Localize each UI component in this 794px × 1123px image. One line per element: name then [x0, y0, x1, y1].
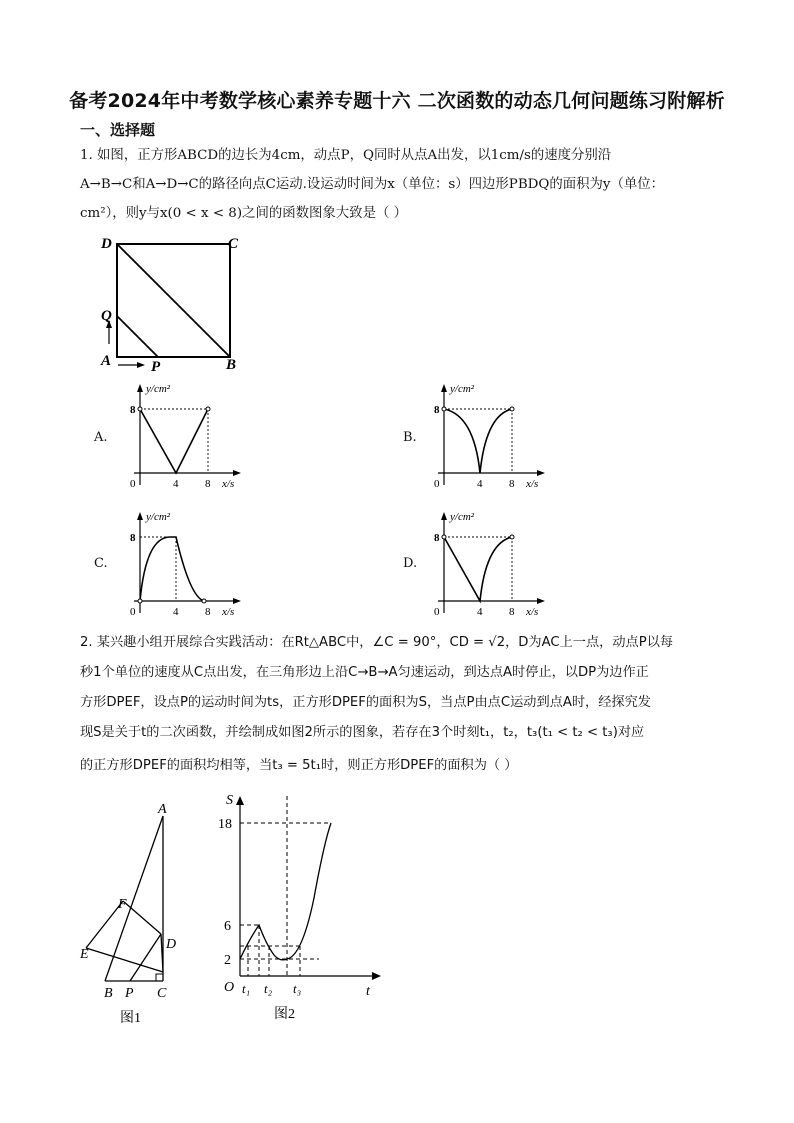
fig1-caption: 图1: [120, 1011, 141, 1026]
tick-label-4: 4: [477, 606, 483, 618]
q2-figure-1: [78, 798, 188, 1030]
q2-line-4: 现S是关于t的二次函数，并绘制成如图2所示的图象，若存在3个时刻t₁，t₂，t₃(t₁ < t₂ < t₃)对应: [80, 725, 645, 740]
y-axis-arrow: [441, 384, 447, 392]
q2-line-3: 方形DPEF，设点P的运动时间为ts，正方形DPEF的面积为S，当点P由点C运动到点A时，经探究发: [80, 695, 651, 710]
x-axis-label: x/s: [222, 606, 235, 618]
open-endpoint-start: [138, 407, 142, 411]
tick-label-8y: 8: [130, 404, 136, 416]
option-b-label: B.: [403, 430, 417, 445]
option-d-label: D.: [403, 556, 418, 571]
tick-label-8: 8: [509, 606, 515, 618]
option-c-label: C.: [94, 556, 108, 571]
label-Q: Q: [101, 308, 112, 324]
open-endpoint-end: [510, 407, 514, 411]
function-curve: [140, 537, 204, 601]
option-d-graph: [422, 506, 552, 624]
label-P: P: [151, 359, 161, 374]
tick-label-4: 4: [173, 478, 179, 490]
option-a-label: A.: [94, 430, 108, 445]
tick-label-8: 8: [509, 478, 515, 490]
origin-label: 0: [434, 606, 440, 618]
q1-line-3: cm²），则y与x(0 < x < 8)之间的函数图象大致是（ ）: [80, 206, 407, 221]
fig1-label-B: B: [104, 986, 113, 1001]
y-axis-label: y/cm²: [146, 383, 171, 395]
function-curve: [140, 409, 208, 473]
origin-label: 0: [130, 606, 136, 618]
open-endpoint-start: [138, 599, 142, 603]
option-c-graph: [118, 506, 248, 624]
x-axis-arrow: [537, 598, 545, 604]
fig1-label-A: A: [158, 802, 167, 817]
fig2-tick-6: 6: [224, 919, 231, 934]
fig1-label-P: P: [125, 986, 134, 1001]
y-axis-label: y/cm²: [146, 511, 171, 523]
q1-line-1: 1. 如图，正方形ABCD的边长为4cm，动点P，Q同时从点A出发，以1cm/s的速度分别沿: [80, 148, 612, 163]
open-endpoint-start: [442, 407, 446, 411]
tick-label-8: 8: [205, 606, 211, 618]
x-axis-arrow: [537, 470, 545, 476]
fig1-label-C: C: [157, 986, 167, 1001]
fig2-caption: 图2: [274, 1007, 295, 1022]
origin-label: 0: [130, 478, 136, 490]
fig2-tick-t1: t₁: [242, 981, 251, 996]
fig2-tick-18: 18: [218, 817, 232, 832]
q2-line-2: 秒1个单位的速度从C点出发，在三角形边上沿C→B→A匀速运动，到达点A时停止，以DP为边作正: [80, 665, 649, 680]
q2-line-1: 2. 某兴趣小组开展综合实践活动：在Rt△ABC中，∠C = 90°，CD = √2，D为AC上一点，动点P以每: [80, 635, 674, 650]
section-heading: 一、选择题: [80, 121, 156, 139]
function-curve: [444, 409, 512, 473]
q1-line-2: A→B→C和A→D→C的路径向点C运动.设运动时间为x（单位：s）四边形PBDQ的面积为y（单位：: [80, 177, 665, 192]
x-axis-label: x/s: [526, 478, 539, 490]
open-endpoint-start: [442, 535, 446, 539]
tick-label-8y: 8: [434, 404, 440, 416]
fig2-origin: O: [224, 980, 235, 995]
option-b-graph: [422, 378, 552, 496]
q1-square-figure: [98, 232, 248, 374]
x-axis-arrow: [233, 598, 241, 604]
fig2-label-t: t: [366, 984, 370, 999]
tick-label-4: 4: [173, 606, 179, 618]
fig1-label-D: D: [166, 937, 177, 952]
label-C: C: [228, 236, 239, 252]
y-axis-arrow: [137, 384, 143, 392]
q2-figure-2: [214, 788, 389, 1028]
tick-label-8y: 8: [130, 532, 136, 544]
fig2-label-S: S: [226, 793, 233, 808]
label-D: D: [101, 236, 112, 252]
tick-label-4: 4: [477, 478, 483, 490]
tick-label-8y: 8: [434, 532, 440, 544]
y-axis-label: y/cm²: [450, 383, 475, 395]
label-A: A: [101, 353, 112, 369]
fig2-tick-t3: t₃: [293, 981, 302, 996]
tick-label-8: 8: [205, 478, 211, 490]
y-axis-arrow: [137, 512, 143, 520]
x-axis-arrow: [233, 470, 241, 476]
label-B: B: [226, 357, 237, 373]
x-axis-label: x/s: [222, 478, 235, 490]
fig1-label-E: E: [80, 947, 89, 962]
fig2-tick-2: 2: [224, 953, 231, 968]
open-endpoint-end: [206, 407, 210, 411]
fig1-label-F: F: [118, 897, 127, 912]
y-axis-label: y/cm²: [450, 511, 475, 523]
x-axis-label: x/s: [526, 606, 539, 618]
fig2-tick-t2: t₂: [264, 981, 273, 996]
open-endpoint-end: [202, 599, 206, 603]
q2-line-5: 的正方形DPEF的面积均相等，当t₃ = 5t₁时，则正方形DPEF的面积为（ ）: [80, 758, 518, 773]
function-curve: [444, 537, 512, 601]
option-a-graph: [118, 378, 248, 496]
open-endpoint-end: [510, 535, 514, 539]
y-axis-arrow: [441, 512, 447, 520]
document-title: 备考2024年中考数学核心素养专题十六 二次函数的动态几何问题练习附解析: [69, 90, 725, 112]
origin-label: 0: [434, 478, 440, 490]
